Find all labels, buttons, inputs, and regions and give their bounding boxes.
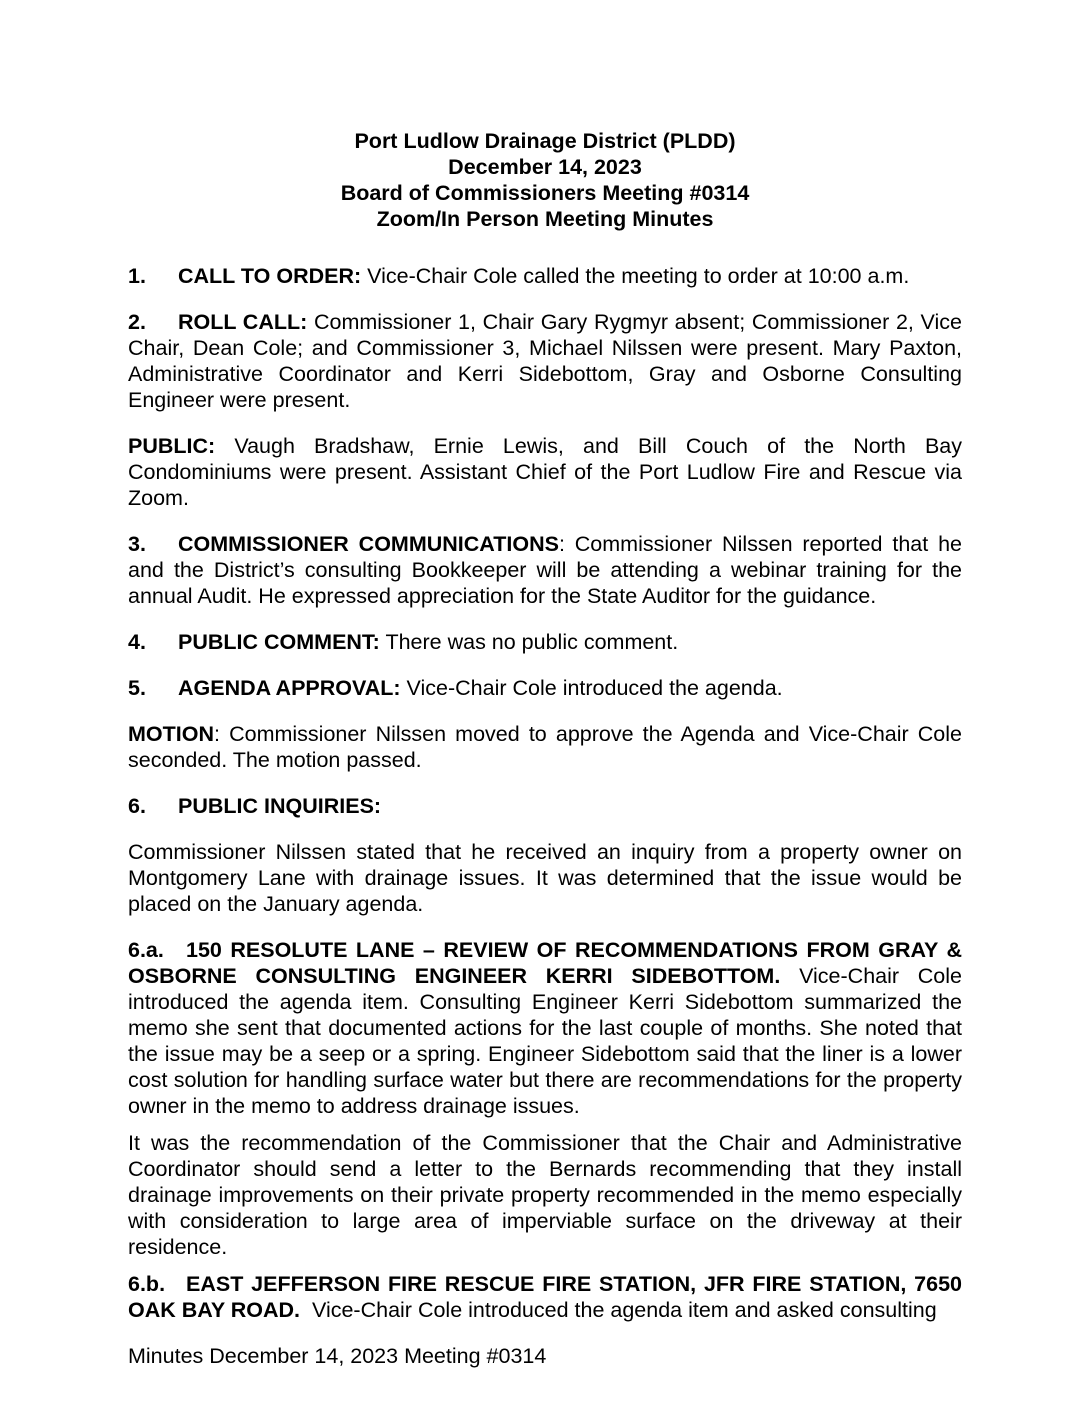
- section-text: Vice-Chair Cole called the meeting to order at 10:00 a.m.: [361, 264, 910, 288]
- section-number: 6.a.: [128, 938, 164, 962]
- section-label: PUBLIC INQUIRIES:: [178, 794, 382, 818]
- section-number: 3.: [128, 532, 146, 556]
- section-text: Vice-Chair Cole introduced the agenda item and asked consulting: [300, 1298, 937, 1322]
- paragraph-text: Commissioner Nilssen stated that he received an inquiry from a property owner on Montgomery Lane with drainage issues. It was determined that the issue would be placed on the January agenda.: [128, 840, 962, 916]
- doc-title: Port Ludlow Drainage District (PLDD): [354, 129, 736, 153]
- section-commissioner-communications: [128, 531, 962, 609]
- section-agenda-approval: [128, 675, 962, 701]
- section-call-to-order: [128, 263, 962, 289]
- section-label: 150 RESOLUTE LANE – REVIEW OF RECOMMENDATIONS FROM GRAY & OSBORNE CONSULTING ENGINEER KERRI SIDEBOTTOM.: [128, 938, 962, 988]
- section-number: 6.: [128, 794, 146, 818]
- section-text: Commissioner 1, Chair Gary Rygmyr absent; Commissioner 2, Vice Chair, Dean Cole; and Commissioner 3, Michael Nilssen were present. Mary Paxton, Administrative Coordinator and Kerri Sidebottom, Gray and Osborne Consulting Engineer were present.: [128, 310, 962, 412]
- paragraph-recommendation: [128, 1130, 962, 1260]
- section-number: 2.: [128, 310, 146, 334]
- section-number: 4.: [128, 630, 146, 654]
- section-label: AGENDA APPROVAL:: [178, 676, 401, 700]
- section-label: PUBLIC COMMENT:: [178, 630, 380, 654]
- section-number: 1.: [128, 264, 146, 288]
- paragraph-motion: [128, 721, 962, 773]
- paragraph-inquiry: [128, 839, 962, 917]
- section-number: 6.b.: [128, 1272, 166, 1296]
- section-public-comment: [128, 629, 962, 655]
- section-number: 5.: [128, 676, 146, 700]
- document-header: [128, 128, 962, 232]
- page-footer: Minutes December 14, 2023 Meeting #0314: [128, 1344, 547, 1368]
- section-label: ROLL CALL:: [178, 310, 308, 334]
- section-6b-fire-station: [128, 1271, 962, 1323]
- section-label: CALL TO ORDER:: [178, 264, 362, 288]
- section-roll-call: [128, 309, 962, 413]
- section-text: : Commissioner Nilssen reported that he and the District’s consulting Bookkeeper will be attending a webinar training for the annual Audit. He expressed appreciation for the State Auditor for the guidance.: [128, 532, 962, 608]
- paragraph-public-attendance: [128, 433, 962, 511]
- paragraph-text: It was the recommendation of the Commissioner that the Chair and Administrative Coordinator should send a letter to the Bernards recommending that they install drainage improvements on their private property recommended in the memo especially with consideration to large area of imperviable surface on the driveway at their residence.: [128, 1131, 962, 1259]
- section-label: EAST JEFFERSON FIRE RESCUE FIRE STATION, JFR FIRE STATION, 7650 OAK BAY ROAD.: [128, 1272, 962, 1322]
- paragraph-text: Vaugh Bradshaw, Ernie Lewis, and Bill Couch of the North Bay Condominiums were present. Assistant Chief of the Port Ludlow Fire and Rescue via Zoom.: [128, 434, 962, 510]
- paragraph-label: PUBLIC:: [128, 434, 216, 458]
- doc-meeting-number: Board of Commissioners Meeting #0314: [340, 181, 750, 205]
- section-label: COMMISSIONER COMMUNICATIONS: [178, 532, 559, 556]
- section-6a-resolute-lane: [128, 937, 962, 1119]
- section-public-inquiries: [128, 793, 962, 819]
- doc-date: December 14, 2023: [448, 155, 642, 179]
- section-text: Vice-Chair Cole introduced the agenda item. Consulting Engineer Kerri Sidebottom summarized the memo she sent that documented actions for the last couple of months. She noted that the issue may be a seep or a spring. Engineer Sidebottom said that the liner is a lower cost solution for handling surface water but there are recommendations for the property owner in the memo to address drainage issues.: [128, 964, 963, 1118]
- section-text: There was no public comment.: [379, 630, 679, 654]
- paragraph-text: : Commissioner Nilssen moved to approve the Agenda and Vice-Chair Cole seconded. The motion passed.: [128, 722, 962, 772]
- section-text: Vice-Chair Cole introduced the agenda.: [400, 676, 783, 700]
- paragraph-label: MOTION: [128, 722, 214, 746]
- doc-subtitle: Zoom/In Person Meeting Minutes: [376, 207, 714, 231]
